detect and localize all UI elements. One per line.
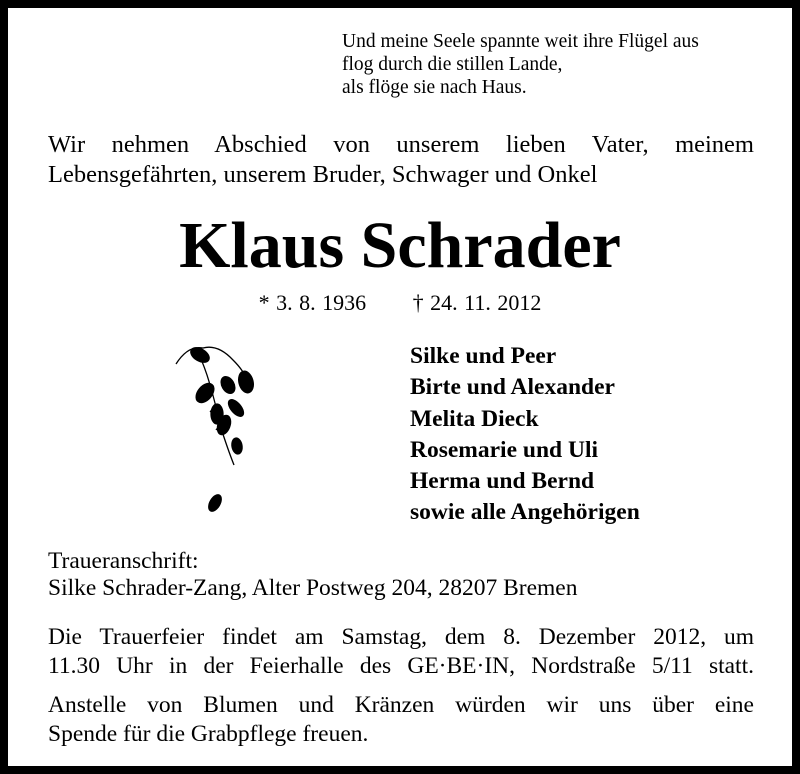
obituary-notice <box>8 8 792 766</box>
mourner: Birte und Alexander <box>410 374 615 401</box>
death-date: † 24. 11. 2012 <box>412 290 542 315</box>
poem-line: flog durch die stillen Lande, <box>342 54 563 75</box>
mourning-address <box>48 548 577 602</box>
address-label: Traueranschrift: <box>48 548 199 574</box>
service-info <box>48 623 754 681</box>
mourner: sowie alle Angehörigen <box>410 499 640 526</box>
intro-text <box>48 130 754 190</box>
intro-line: Wir nehmen Abschied von unserem lieben Vater, meinem <box>48 131 754 158</box>
mourner: Rosemarie und Uli <box>410 436 598 463</box>
poem <box>342 30 699 99</box>
service-line: 11.30 Uhr in der Feierhalle des GE·BE·IN, Nordstraße 5/11 statt. <box>48 653 754 679</box>
donation-info <box>48 691 754 749</box>
donation-line: Anstelle von Blumen und Kränzen würden wir uns über eine <box>48 692 754 718</box>
service-line: Die Trauerfeier findet am Samstag, dem 8. Dezember 2012, um <box>48 624 754 650</box>
mourner: Silke und Peer <box>410 343 557 369</box>
life-dates <box>8 290 792 316</box>
donation-line: Spende für die Grabpflege freuen. <box>48 721 369 747</box>
mourner: Melita Dieck <box>410 405 539 432</box>
poem-line: als flöge sie nach Haus. <box>342 77 527 98</box>
address-text: Silke Schrader-Zang, Alter Postweg 204, 28207 Bremen <box>48 575 578 601</box>
deceased-name: Klaus Schrader <box>179 209 621 282</box>
birth-date: * 3. 8. 1936 <box>258 290 367 315</box>
poem-line: Und meine Seele spannte weit ihre Flügel aus <box>342 31 699 52</box>
mourners-list <box>410 341 640 529</box>
mourner: Herma und Bernd <box>410 468 595 495</box>
intro-line: Lebensgefährten, unserem Bruder, Schwager und Onkel <box>48 161 598 188</box>
leaf-branch-icon <box>158 330 268 520</box>
